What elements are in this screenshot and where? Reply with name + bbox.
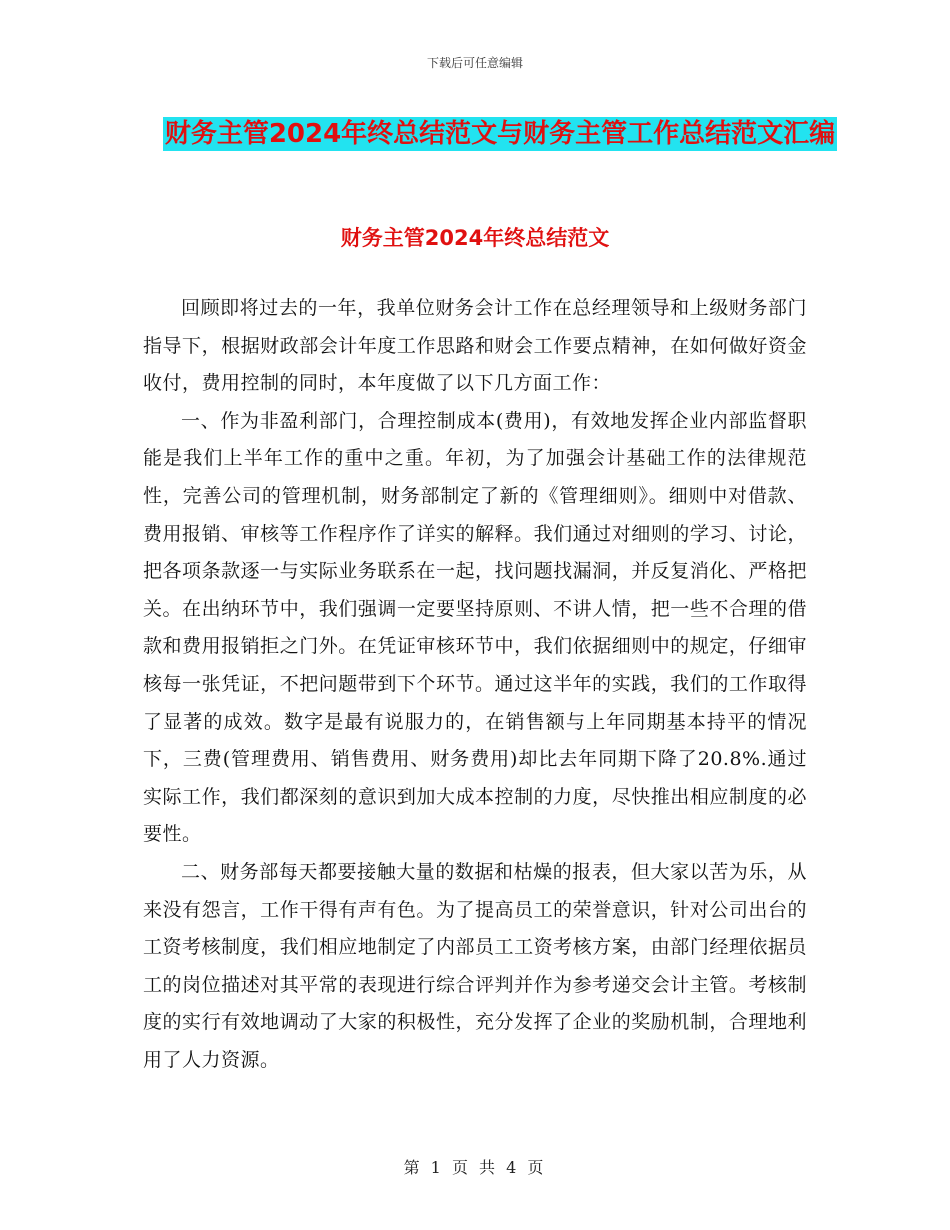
section-title: 财务主管2024年终总结范文 [340,226,610,250]
paragraph-intro: 回顾即将过去的一年，我单位财务会计工作在总经理领导和上级财务部门指导下，根据财政部会计年度工作思路和财会工作要点精神，在如何做好资金收付，费用控制的同时，本年度做了以下几方面工作： [143,297,807,395]
document-title [150,112,850,156]
document-body [143,290,807,1079]
header-note: 下载后可任意编辑 [426,56,523,70]
paragraph-staff-assessment: 二、财务部每天都要接触大量的数据和枯燥的报表，但大家以苦为乐，从来没有怨言，工作干得有声有色。为了提高员工的荣誉意识，针对公司出台的工资考核制度，我们相应地制定了内部员工工资考核方案，由部门经理依据员工的岗位描述对其平常的表现进行综合评判并作为参考递交会计主管。考核制度的实行有效地调动了大家的积极性，充分发挥了企业的奖励机制，合理地利用了人力资源。 [143,860,807,1071]
paragraph-cost-control: 一、作为非盈利部门，合理控制成本(费用)，有效地发挥企业内部监督职能是我们上半年工作的重中之重。年初，为了加强会计基础工作的法律规范性，完善公司的管理机制，财务部制定了新的《管理细则》。细则中对借款、费用报销、审核等工作程序作了详实的解释。我们通过对细则的学习、讨论，把各项条款逐一与实际业务联系在一起，找问题找漏洞，并反复消化、严格把关。在出纳环节中，我们强调一定要坚持原则、不讲人情，把一些不合理的借款和费用报销拒之门外。在凭证审核环节中，我们依据细则中的规定，仔细审核每一张凭证，不把问题带到下个环节。通过这半年的实践，我们的工作取得了显著的成效。数字是最有说服力的，在销售额与上年同期基本持平的情况下，三费(管理费用、销售费用、财务费用)却比去年同期下降了20.8%.通过实际工作，我们都深刻的意识到加大成本控制的力度，尽快推出相应制度的必要性。 [143,409,807,846]
document-title-text: 财务主管2024年终总结范文与财务主管工作总结范文汇编 [164,119,836,149]
page-number-footer: 第 1 页 共 4 页 [403,1158,547,1177]
